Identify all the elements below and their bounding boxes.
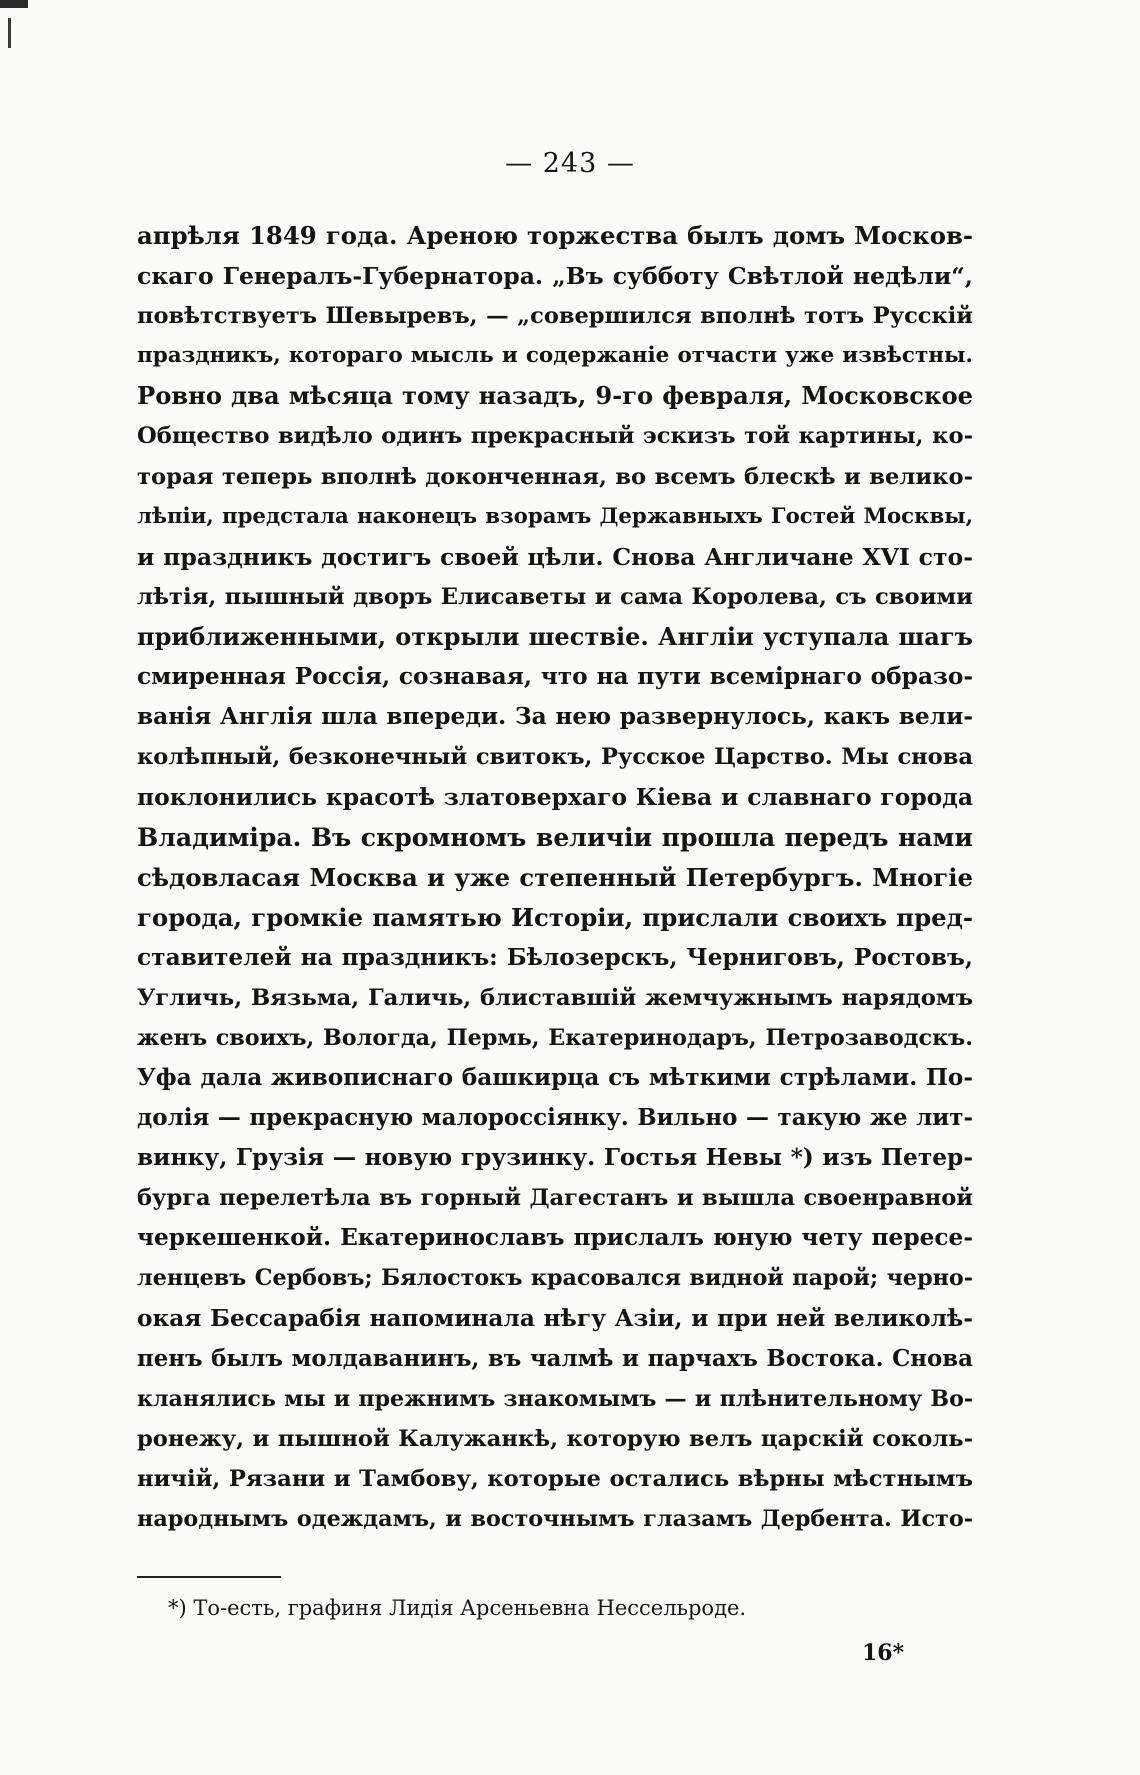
text-line: апрѣля 1849 года. Ареною торжества былъ домъ Москов- [137,221,973,250]
text-line: ставителей на праздникъ: Бѣлозерскъ, Черниговъ, Ростовъ, [137,943,973,971]
text-line: винку, Грузія — новую грузинку. Гостья Невы *) изъ Петер- [137,1144,973,1172]
body-text [137,216,973,1539]
text-line: ничій, Рязани и Тамбову, которые остались вѣрны мѣстнымъ [137,1465,973,1492]
text-line: Ровно два мѣсяца тому назадъ, 9-го февраля, Московское [137,381,973,411]
text-line: женъ своихъ, Вологда, Пермь, Екатеринодаръ, Петрозаводскъ. [137,1024,973,1051]
printer-signature-mark: 16* [862,1640,905,1666]
text-line: Уфа дала живописнаго башкирца съ мѣткими стрѣлами. По- [137,1063,973,1091]
text-line: Угличь, Вязьма, Галичь, блиставшій жемчужнымъ нарядомъ [137,984,973,1011]
text-line: скаго Генералъ-Губернатора. „Въ субботу Свѣтлой недѣли“, [137,262,973,291]
scan-artifact [8,18,11,48]
page-number: — 243 — [505,148,635,179]
footnote-divider [137,1576,281,1578]
text-line: лѣпіи, предстала наконецъ взорамъ Державныхъ Гостей Москвы, [137,503,973,529]
text-line: ленцевъ Сербовъ; Бялостокъ красовался видной парой; черно- [137,1265,973,1292]
text-line: торая теперь вполнѣ доконченная, во всемъ блескѣ и велико- [137,463,973,490]
text-line: приближенными, открыли шествіе. Англіи уступала шагъ [137,621,973,651]
text-line: кланялись мы и прежнимъ знакомымъ — и плѣнительному Во- [137,1385,973,1412]
text-line: пенъ былъ молдаванинъ, въ чалмѣ и парчахъ Востока. Снова [137,1345,973,1372]
text-line: Общество видѣло одинъ прекрасный эскизъ той картины, ко- [137,423,973,450]
text-line: сѣдовласая Москва и уже степенный Петербургъ. Многіе [137,862,973,892]
text-line: Владиміра. Въ скромномъ величіи прошла передъ нами [137,822,973,853]
text-line: ванія Англія шла впереди. За нею развернулось, какъ вели- [137,703,973,731]
text-line: и праздникъ достигъ своей цѣли. Снова Англичане XVI сто- [137,542,973,571]
text-line: бурга перелетѣла въ горный Дагестанъ и вышла своенравной [137,1185,973,1212]
text-line: повѣтствуетъ Шевыревъ, — „совершился вполнѣ тотъ Русскій [137,303,973,330]
footnote: *) То-есть, графиня Лидія Арсеньевна Нессельроде. [168,1596,747,1620]
text-line: праздникъ, котораго мысль и содержаніе отчасти уже извѣстны. [137,343,973,369]
text-line: города, громкіе памятью Исторіи, прислали своихъ пред- [137,902,973,932]
text-line: лѣтія, пышный дворъ Елисаветы и сама Королева, съ своими [137,583,973,610]
text-line: окая Бессарабія напоминала нѣгу Азіи, и при ней великолѣ- [137,1304,973,1332]
text-line: долія — прекрасную малороссіянку. Вильно — такую же лит- [137,1104,973,1132]
text-line: колѣпный, безконечный свитокъ, Русское Царство. Мы снова [137,744,973,771]
text-line: народнымъ одеждамъ, и восточнымъ глазамъ Дербента. Исто- [137,1506,973,1532]
text-line: смиренная Россія, сознавая, что на пути всемірнаго образо- [137,663,973,691]
text-line: ронежу, и пышной Калужанкѣ, которую велъ царскій соколь- [137,1425,973,1452]
text-line: черкешенкой. Екатеринославъ прислалъ юную чету пересе- [137,1224,973,1252]
text-line: поклонились красотѣ златоверхаго Кіева и славнаго города [137,783,973,812]
scan-artifact [0,0,28,8]
